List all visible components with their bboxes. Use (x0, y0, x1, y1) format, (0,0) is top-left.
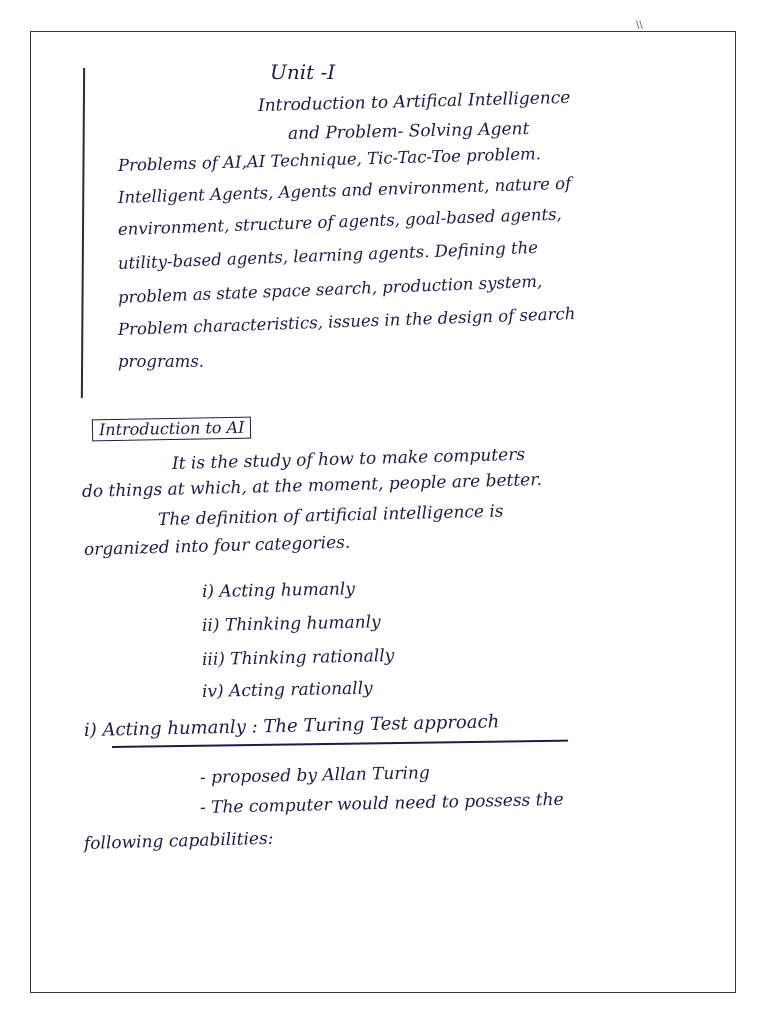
syllabus-line: Problems of AI,AI Technique, Tic-Tac-Toe problem. (117, 144, 542, 175)
intro-paragraph-line: do things at which, at the moment, people are better. (81, 469, 543, 502)
bullet-line: - The computer would need to possess the (199, 789, 564, 818)
chapter-title-line-1: Introduction to Artifical Intelligence (257, 87, 571, 116)
intro-paragraph-line: The definition of artificial intelligence is (157, 501, 504, 530)
category-item: i) Acting humanly (201, 579, 356, 602)
category-item: ii) Thinking humanly (201, 612, 381, 636)
section-heading-intro: Introduction to AI (92, 417, 252, 442)
intro-paragraph-line: It is the study of how to make computers (171, 444, 526, 474)
corner-mark: \\ (636, 20, 643, 31)
syllabus-line: Problem characteristics, issues in the design of search (117, 304, 576, 339)
section-heading-acting-humanly: i) Acting humanly : The Turing Test approach (83, 711, 500, 741)
syllabus-line: programs. (118, 352, 205, 371)
syllabus-line: Intelligent Agents, Agents and environment, nature of (117, 173, 572, 207)
category-item: iv) Acting rationally (201, 678, 373, 702)
intro-paragraph-line: organized into four categories. (83, 532, 351, 560)
syllabus-line: environment, structure of agents, goal-based agents, (117, 204, 563, 239)
category-item: iii) Thinking rationally (201, 645, 395, 670)
bullet-line: - proposed by Allan Turing (199, 763, 430, 788)
chapter-title-line-2: and Problem- Solving Agent (287, 118, 530, 144)
unit-title: Unit -I (270, 60, 336, 84)
syllabus-line: utility-based agents, learning agents. Defining the (117, 237, 539, 273)
continuation-line: following capabilities: (83, 828, 274, 854)
syllabus-line: problem as state space search, production system, (117, 271, 543, 307)
